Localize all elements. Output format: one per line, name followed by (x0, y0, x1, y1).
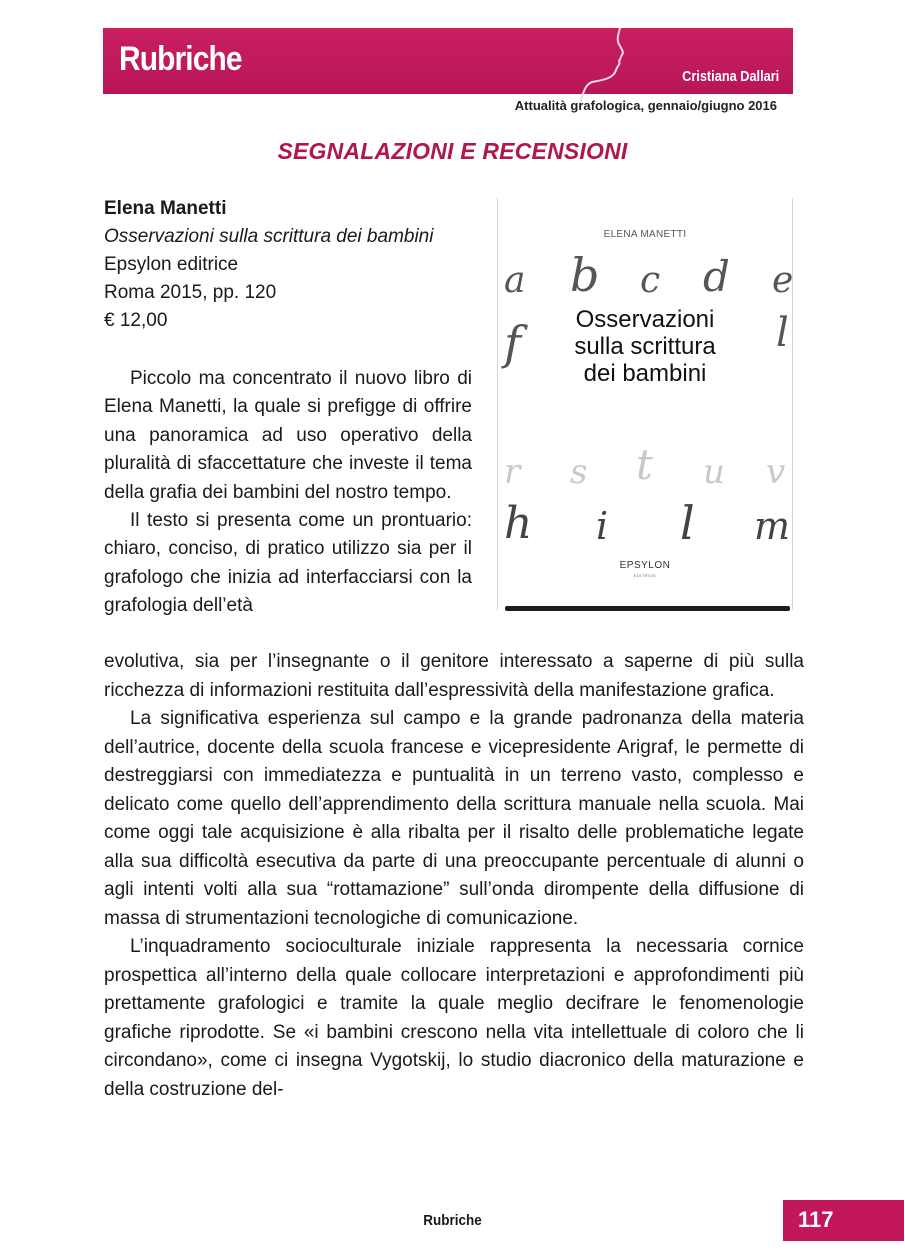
cover-letter: t (636, 440, 653, 489)
book-bibliography (104, 195, 484, 335)
footer-section-label: Rubriche (423, 1212, 482, 1229)
cover-letter: h (504, 498, 533, 549)
header-band (103, 28, 793, 94)
cover-letter: d (703, 252, 730, 301)
cover-letter: v (766, 452, 786, 492)
section-title: SEGNALAZIONI E RECENSIONI (277, 138, 628, 164)
face-profile-icon (558, 28, 648, 108)
book-price: € 12,00 (104, 310, 168, 331)
review-text-column (104, 365, 472, 621)
book-place-year-pages: Roma 2015, pp. 120 (104, 282, 277, 303)
paragraph-continuation: evolutiva, sia per l’insegnante o il genitore interessato a saperne di più sulla ricchezza di informazioni restituita dall’espressività della manifestazione grafica. (104, 651, 804, 701)
cover-author: ELENA MANETTI (603, 229, 687, 240)
book-publisher: Epsylon editrice (104, 254, 239, 275)
paragraph: La significativa esperienza sul campo e la grande padronanza della materia dell’autrice, docente della scuola francese e vicepresidente Arigraf, le permette di destreggiarsi con immediatezza e puntualità in un terreno vasto, complesso e delicato come quello dell’apprendimento della scrittura manuale nella scuola. Mai come oggi tale acquisizione è alla ribalta per il risalto delle problematiche legate alla sua difficoltà esecutiva da parte di una preoccupante percentuale di alunni o agli intenti volti alla sua “rottamazione” sull’onda dirompente della diffusione di massa di strumentazioni tecnologiche di comunicazione. (104, 708, 804, 929)
cover-letter: b (570, 248, 600, 302)
section-name: Rubriche (119, 40, 242, 78)
cover-letter: m (754, 504, 791, 548)
cover-letter: r (504, 452, 521, 492)
paragraph: Piccolo ma concentrato il nuovo libro di Elena Manetti, la quale si prefigge di offrire una panoramica ad uso operativo della pluralità di sfaccettature che investe il tema della grafia dei bambini del nostro tempo. (104, 368, 472, 503)
cover-shadow (505, 606, 790, 611)
review-text-full (104, 648, 804, 1104)
paragraph: L’inquadramento socioculturale iniziale rappresenta la necessaria cornice prospettica all’interno della quale collocare interpretazioni e approfondimenti più prettamente grafologici e tramite la quale meglio decifrare le fenomenologie grafiche riprodotte. Se «i bambini crescono nella vita intellettuale di coloro che li circondano», come ci insegna Vygotskij, lo studio diacronico della maturazione e della costruzione del- (104, 936, 804, 1100)
book-cover-image (497, 198, 793, 610)
cover-letter: c (640, 260, 661, 301)
cover-letter: e (772, 260, 794, 301)
column-author: Cristiana Dallari (681, 68, 779, 85)
cover-letter: f (504, 316, 522, 370)
cover-letter: l (776, 310, 789, 356)
page-number-box (783, 1200, 904, 1241)
cover-letter: s (570, 452, 588, 492)
publisher-logo-subtitle: EDITRICE (633, 573, 657, 578)
cover-letter: a (504, 260, 526, 301)
cover-title-line: sulla scrittura (574, 333, 716, 360)
paragraph: Il testo si presenta come un prontuario: chiaro, conciso, di pratico utilizzo sia per il grafologo che inizia ad interfacciarsi con la grafologia dell’età (104, 510, 472, 617)
cover-title-line: Osservazioni (575, 306, 715, 333)
cover-letter: l (680, 496, 695, 550)
cover-letter: i (596, 504, 609, 548)
journal-source: Attualità grafologica, gennaio/giugno 2016 (514, 98, 777, 113)
book-author: Elena Manetti (104, 198, 227, 219)
cover-letter: u (703, 452, 725, 492)
cover-title-line: dei bambini (583, 360, 707, 387)
page-number: 117 (798, 1207, 834, 1232)
cover-title (498, 306, 792, 387)
book-title: Osservazioni sulla scrittura dei bambini (104, 226, 434, 247)
publisher-logo: EPSYLON (619, 560, 671, 571)
